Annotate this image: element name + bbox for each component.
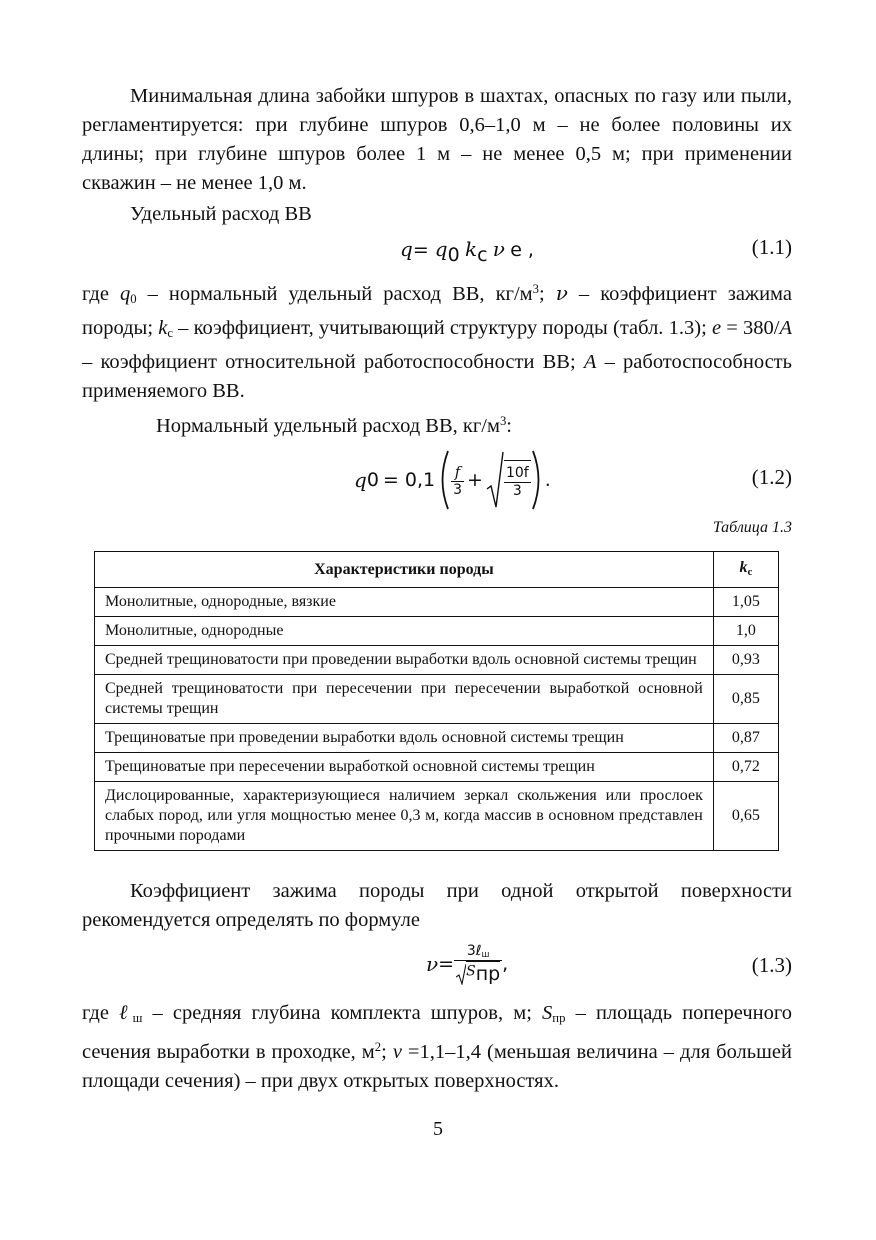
formula-1-2-expression: q 0 = 0,1 $\frac{f}{3}$ + $\frac{10f}{3}$ .: [354, 449, 551, 511]
paragraph-stemming-length: Минимальная длина забойки шпуров в шахтах, опасных по газу или пыли, регламентируется: при глубине шпуров 0,6–1,0 м – не более половины их длины; при глубине шпуров более 1 м – не менее 0,5 м; при применении скважин – не менее 1,0 м.: [82, 85, 792, 194]
table-cell-value: 0,65: [713, 782, 778, 851]
paragraph-normal-consumption: Нормальный удельный расход ВВ, $кг/м^3$:: [156, 414, 512, 438]
table-cell-description: Трещиноватые при проведении выработки вдоль основной системы трещин: [95, 724, 714, 753]
paragraph-clamping-coefficient: Коэффициент зажима породы при одной открытой поверхности рекомендуется определять по формуле: [82, 880, 792, 932]
table-cell-description: Монолитные, однородные, вязкие: [95, 588, 714, 617]
fraction-nu: $\frac{3\ell_ш}{S_{пр}}$: [454, 943, 502, 985]
paragraph-specific-consumption: Удельный расход ВВ: [130, 203, 312, 225]
paragraph-where-q0: где $q_0$ – нормальный удельный расход ВВ, $кг/м^3$; ν – коэффициент зажима породы; $k_с$ – коэффициент, учитывающий структуру породы (табл. 1.3); е = 380/А – коэффициент относительной работоспособности ВВ; А – работоспособность применяемого ВВ.: [82, 280, 793, 403]
paragraph-where-l: где ℓ$_ш$ – средняя глубина комплекта шпуров, м; $S_{пр}$ – площадь поперечного сечения выработки в проходке, $м^2$; ν =1,1–1,4 (меньшая величина – для большей площади сечения) – при двух открытых поверхностях.: [82, 1002, 793, 1093]
table-cell-description: Трещиноватые при пересечении выработкой основной системы трещин: [95, 753, 714, 782]
sqrt-small-icon: [456, 963, 466, 985]
table-cell-value: 0,93: [713, 646, 778, 675]
table-cell-value: 0,85: [713, 675, 778, 724]
table-row: [95, 724, 779, 753]
page-body: [82, 82, 792, 1096]
table-cell-value: 1,0: [713, 617, 778, 646]
table-row: [95, 646, 779, 675]
formula-1-2: [82, 445, 792, 511]
table-header-row: [95, 552, 779, 588]
formula-1-1-expression: $q= q_0$ $k_с$ ν е ,: [400, 237, 534, 266]
formula-1-2-number: (1.2): [751, 465, 792, 490]
left-paren-icon: [435, 449, 451, 511]
table-cell-value: 0,87: [713, 724, 778, 753]
rock-characteristics-table: [94, 551, 779, 851]
formula-1-3-expression: ν = $\frac{3\ell_ш}{S_{пр}}$ ,: [426, 943, 509, 986]
table-cell-value: 0,72: [713, 753, 778, 782]
right-paren-icon: [531, 449, 545, 511]
page-number: 5: [433, 1118, 443, 1140]
fraction-10f-over-3: $\frac{10f}{3}$: [504, 460, 531, 499]
column-header-kc: $k_с$: [713, 552, 778, 588]
table-row: [95, 753, 779, 782]
table-cell-description: Дислоцированные, характеризующиеся наличием зеркал скольжения или прослоек слабых пород, или угля мощностью менее 0,3 м, когда массив в основном представлен прочными породами: [95, 782, 714, 851]
formula-1-3-number: (1.3): [751, 953, 792, 978]
table-cell-description: Средней трещиноватости при пересечении при пересечении выработкой основной системы трещин: [95, 675, 714, 724]
table-row: [95, 588, 779, 617]
table-caption: Таблица 1.3: [712, 519, 792, 537]
table-cell-description: Монолитные, однородные: [95, 617, 714, 646]
fraction-f-over-3: $\frac{f}{3}$: [453, 462, 463, 498]
table-row: [95, 782, 779, 851]
table-row: [95, 675, 779, 724]
sqrt-icon: [486, 451, 504, 509]
table-cell-description: Средней трещиноватости при проведении выработки вдоль основной системы трещин: [95, 646, 714, 675]
table-row: [95, 617, 779, 646]
column-header-characteristics: Характеристики породы: [95, 552, 714, 588]
table-cell-value: 1,05: [713, 588, 778, 617]
formula-1-1-number: (1.1): [751, 235, 792, 259]
formula-1-3: [82, 941, 792, 995]
formula-1-1: [82, 235, 792, 271]
